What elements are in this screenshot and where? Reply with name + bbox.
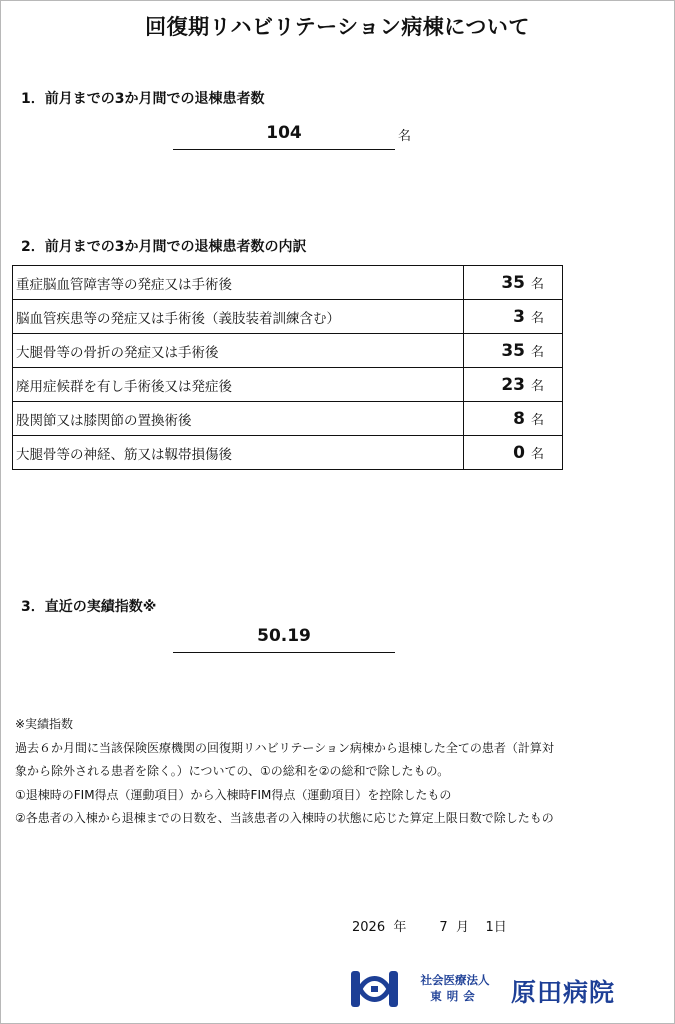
corporation-name — [410, 972, 500, 1004]
notes-block — [15, 713, 665, 831]
table-row — [13, 334, 563, 368]
row-unit: 名 — [530, 310, 544, 326]
hospital-name: 原田病院 — [511, 978, 616, 1007]
corporation-line1: 社会医療法人 — [420, 973, 490, 987]
notes-line: 象から除外される患者を除く。）についての、①の総和を②の総和で除したもの。 — [15, 764, 450, 778]
notes-line: ②各患者の入棟から退棟までの日数を、当該患者の入棟時の状態に応じた算定上限日数で除したもの — [15, 811, 554, 825]
section2-heading: 2．前月までの3か月間での退棟患者数の内訳 — [21, 239, 307, 255]
row-count: 8 — [513, 408, 525, 429]
page-title: 回復期リハビリテーション病棟について — [145, 15, 530, 39]
row-label: 脳血管疾患等の発症又は手術後（義肢装着訓練含む） — [13, 300, 464, 334]
row-label: 大腿骨等の骨折の発症又は手術後 — [13, 334, 464, 368]
row-count: 23 — [501, 374, 525, 395]
row-unit: 名 — [530, 412, 544, 428]
hospital-logo — [347, 965, 647, 1015]
row-label: 廃用症候群を有し手術後又は発症後 — [13, 368, 464, 402]
section3-underline — [173, 652, 395, 653]
table-row — [13, 266, 563, 300]
discharged-patient-count: 104 — [266, 123, 302, 143]
row-value-cell — [464, 300, 563, 334]
row-value-cell — [464, 368, 563, 402]
row-label: 重症脳血管障害等の発症又は手術後 — [13, 266, 464, 300]
section1-unit: 名 — [398, 129, 412, 144]
document-date: 2026 年 7 月 1日 — [352, 920, 507, 935]
notes-title: ※実績指数 — [15, 717, 74, 731]
row-label: 大腿骨等の神経、筋又は靱帯損傷後 — [13, 436, 464, 470]
table-row — [13, 300, 563, 334]
performance-index-value: 50.19 — [257, 626, 311, 646]
table-row — [13, 368, 563, 402]
hospital-logo-icon — [347, 967, 405, 1011]
row-value-cell — [464, 266, 563, 300]
table-row — [13, 402, 563, 436]
row-value-cell — [464, 402, 563, 436]
row-value-cell — [464, 436, 563, 470]
row-count: 35 — [501, 272, 525, 293]
table-row — [13, 436, 563, 470]
corporation-line2: 東明会 — [430, 989, 480, 1003]
row-unit: 名 — [530, 276, 544, 292]
breakdown-table — [12, 265, 563, 470]
row-unit: 名 — [530, 378, 544, 394]
row-unit: 名 — [530, 446, 544, 462]
row-count: 35 — [501, 340, 525, 361]
section3-heading: 3．直近の実績指数※ — [21, 599, 157, 615]
notes-line: 過去６か月間に当該保険医療機関の回復期リハビリテーション病棟から退棟した全ての患者（計算対 — [15, 740, 554, 755]
row-value-cell — [464, 334, 563, 368]
section1-heading: 1．前月までの3か月間での退棟患者数 — [21, 91, 265, 107]
notes-line: ①退棟時のFIM得点（運動項目）から入棟時FIM得点（運動項目）を控除したもの — [15, 787, 452, 802]
section1-underline — [173, 149, 395, 150]
row-count: 0 — [513, 442, 525, 463]
row-count: 3 — [513, 306, 525, 327]
row-label: 股関節又は膝関節の置換術後 — [13, 402, 464, 436]
row-unit: 名 — [530, 344, 544, 360]
